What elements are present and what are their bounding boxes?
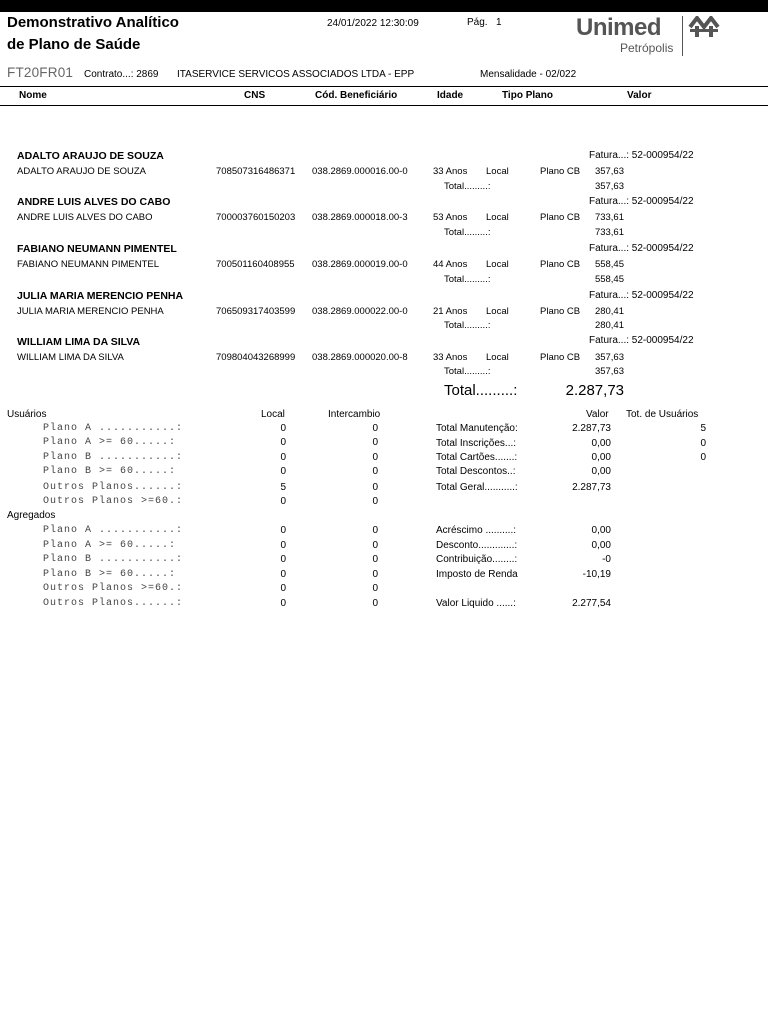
header-bottom-rule [0, 105, 768, 106]
agregados-row-local: 0 [280, 540, 286, 551]
agregados-row-label: Plano B >= 60.....: [43, 569, 177, 580]
member-cns: 706509317403599 [216, 306, 296, 317]
member-value: 558,45 [594, 259, 624, 270]
contract-number: Contrato...: 2869 [84, 69, 159, 80]
member-plan: Plano CB [540, 259, 581, 270]
totals-row-value: 0,00 [591, 466, 611, 477]
agregados-row-label: Outros Planos >=60.: [43, 583, 184, 594]
totals-row-users: 0 [700, 452, 706, 463]
billing-period: Mensalidade - 02/022 [480, 69, 577, 80]
usuarios-row-local: 0 [280, 423, 286, 434]
adjust-row-value: 0,00 [591, 540, 611, 551]
col-cod-beneficiario: Cód. Beneficiário [315, 90, 398, 101]
totals-row-label: Total Descontos..: [436, 466, 516, 477]
usuarios-heading: Usuários [7, 409, 47, 420]
member-total-label: Total.........: [444, 274, 491, 285]
adjust-row-value: 2.277,54 [572, 598, 611, 609]
member-cod: 038.2869.000016.00-0 [312, 166, 408, 177]
valor-header: Valor [586, 409, 609, 420]
agregados-row-local: 0 [280, 554, 286, 565]
col-idade: Idade [437, 90, 464, 101]
member-name: JULIA MARIA MERENCIO PENHA [17, 306, 164, 317]
member-local: Local [486, 166, 509, 177]
agregados-row-intercambio: 0 [372, 583, 378, 594]
usuarios-row-local: 0 [280, 496, 286, 507]
logo-city: Petrópolis [620, 41, 674, 55]
member-total-value: 280,41 [594, 320, 624, 331]
usuarios-row-local: 5 [280, 482, 286, 493]
col-nome: Nome [19, 90, 47, 101]
member-age: 21 Anos [433, 306, 468, 317]
member-name: ANDRE LUIS ALVES DO CABO [17, 212, 153, 223]
member-age: 33 Anos [433, 352, 468, 363]
unimed-tree-icon [688, 16, 720, 38]
member-total-value: 558,45 [594, 274, 624, 285]
member-cns: 700003760150203 [216, 212, 296, 223]
agregados-row-label: Plano B ...........: [43, 554, 184, 565]
agregados-row-intercambio: 0 [372, 540, 378, 551]
agregados-row-label: Outros Planos......: [43, 598, 184, 609]
member-cns: 709804043268999 [216, 352, 296, 363]
totals-row-label: Total Cartões.......: [436, 452, 518, 463]
totals-row-value: 2.287,73 [572, 482, 611, 493]
page-number: 1 [496, 17, 502, 28]
member-cns: 708507316486371 [216, 166, 296, 177]
member-age: 53 Anos [433, 212, 468, 223]
member-fatura: Fatura...: 52-000954/22 [589, 243, 694, 254]
adjust-row-label: Valor Liquido ......: [436, 598, 516, 609]
member-total-label: Total.........: [444, 320, 491, 331]
usuarios-row-intercambio: 0 [372, 466, 378, 477]
member-group-name: FABIANO NEUMANN PIMENTEL [17, 243, 177, 255]
adjust-row-value: -0 [602, 554, 611, 565]
member-cod: 038.2869.000018.00-3 [312, 212, 408, 223]
col-valor: Valor [627, 90, 652, 101]
report-datetime: 24/01/2022 12:30:09 [327, 18, 419, 29]
member-plan: Plano CB [540, 306, 581, 317]
usuarios-row-intercambio: 0 [372, 437, 378, 448]
member-fatura: Fatura...: 52-000954/22 [589, 150, 694, 161]
member-value: 357,63 [594, 352, 624, 363]
member-value: 280,41 [594, 306, 624, 317]
member-name: WILLIAM LIMA DA SILVA [17, 352, 124, 363]
member-fatura: Fatura...: 52-000954/22 [589, 290, 694, 301]
member-group-name: JULIA MARIA MERENCIO PENHA [17, 290, 184, 302]
member-total-label: Total.........: [444, 181, 491, 192]
grand-total-value: 2.287,73 [565, 382, 624, 399]
member-age: 44 Anos [433, 259, 468, 270]
usuarios-row-label: Plano B >= 60.....: [43, 466, 177, 477]
usuarios-row-intercambio: 0 [372, 423, 378, 434]
tot-usuarios-header: Tot. de Usuários [626, 409, 699, 420]
member-cod: 038.2869.000020.00-8 [312, 352, 408, 363]
member-fatura: Fatura...: 52-000954/22 [589, 335, 694, 346]
member-plan: Plano CB [540, 352, 581, 363]
adjust-row-label: Desconto.............: [436, 540, 518, 551]
totals-row-value: 0,00 [591, 452, 611, 463]
usuarios-row-label: Plano B ...........: [43, 452, 184, 463]
member-total-value: 357,63 [594, 181, 624, 192]
member-total-label: Total.........: [444, 227, 491, 238]
agregados-row-local: 0 [280, 598, 286, 609]
usuarios-row-local: 0 [280, 452, 286, 463]
logo-divider [682, 16, 683, 56]
agregados-row-intercambio: 0 [372, 525, 378, 536]
agregados-row-intercambio: 0 [372, 569, 378, 580]
agregados-row-local: 0 [280, 583, 286, 594]
usuarios-row-intercambio: 0 [372, 496, 378, 507]
agregados-row-local: 0 [280, 525, 286, 536]
adjust-row-label: Contribuição........: [436, 554, 518, 565]
adjust-row-label: Imposto de Renda [436, 569, 518, 580]
member-value: 357,63 [594, 166, 624, 177]
page-label: Pág. [467, 17, 488, 28]
member-group-name: ADALTO ARAUJO DE SOUZA [17, 150, 164, 162]
col-tipo-plano: Tipo Plano [502, 90, 553, 101]
header-top-rule [0, 86, 768, 87]
agregados-row-intercambio: 0 [372, 598, 378, 609]
agregados-row-label: Plano A >= 60.....: [43, 540, 177, 551]
member-total-value: 733,61 [594, 227, 624, 238]
col-cns: CNS [244, 90, 266, 101]
usuarios-row-intercambio: 0 [372, 482, 378, 493]
totals-row-users: 0 [700, 438, 706, 449]
unimed-logo [576, 14, 726, 60]
agregados-row-label: Plano A ...........: [43, 525, 184, 536]
intercambio-header: Intercambio [328, 409, 381, 420]
report-title-line2: de Plano de Saúde [7, 36, 141, 53]
totals-row-users: 5 [700, 423, 706, 434]
member-group-name: WILLIAM LIMA DA SILVA [17, 336, 141, 348]
member-group-name: ANDRE LUIS ALVES DO CABO [17, 196, 171, 208]
local-header: Local [261, 409, 285, 420]
member-value: 733,61 [594, 212, 624, 223]
member-cns: 700501160408955 [216, 259, 295, 270]
adjust-row-value: -10,19 [582, 569, 611, 580]
agregados-heading: Agregados [7, 510, 56, 521]
totals-row-label: Total Inscrições...: [436, 438, 517, 449]
member-cod: 038.2869.000022.00-0 [312, 306, 408, 317]
member-local: Local [486, 352, 509, 363]
member-plan: Plano CB [540, 212, 581, 223]
agregados-row-local: 0 [280, 569, 286, 580]
agregados-row-intercambio: 0 [372, 554, 378, 565]
logo-wordmark: Unimed [576, 14, 662, 41]
report-title-line1: Demonstrativo Analítico [7, 14, 179, 31]
totals-row-label: Total Geral...........: [436, 482, 518, 493]
usuarios-row-label: Outros Planos >=60.: [43, 496, 184, 507]
usuarios-row-label: Plano A >= 60.....: [43, 437, 177, 448]
member-local: Local [486, 259, 509, 270]
member-total-label: Total.........: [444, 366, 491, 377]
adjust-row-value: 0,00 [591, 525, 611, 536]
top-black-bar [0, 0, 768, 12]
member-plan: Plano CB [540, 166, 581, 177]
grand-total-label: Total.........: [444, 382, 518, 399]
member-local: Local [486, 306, 509, 317]
totals-row-label: Total Manutenção: [436, 423, 518, 434]
totals-row-value: 2.287,73 [572, 423, 611, 434]
company-name: ITASERVICE SERVICOS ASSOCIADOS LTDA - EPP [177, 69, 415, 80]
member-name: ADALTO ARAUJO DE SOUZA [17, 166, 146, 177]
usuarios-row-intercambio: 0 [372, 452, 378, 463]
totals-row-value: 0,00 [591, 438, 611, 449]
adjust-row-label: Acréscimo ..........: [436, 525, 517, 536]
report-code: FT20FR01 [7, 65, 74, 80]
usuarios-row-local: 0 [280, 466, 286, 477]
member-fatura: Fatura...: 52-000954/22 [589, 196, 694, 207]
member-name: FABIANO NEUMANN PIMENTEL [17, 259, 159, 270]
member-cod: 038.2869.000019.00-0 [312, 259, 408, 270]
usuarios-row-local: 0 [280, 437, 286, 448]
member-age: 33 Anos [433, 166, 468, 177]
member-local: Local [486, 212, 509, 223]
usuarios-row-label: Plano A ...........: [43, 423, 184, 434]
member-total-value: 357,63 [594, 366, 624, 377]
usuarios-row-label: Outros Planos......: [43, 482, 184, 493]
